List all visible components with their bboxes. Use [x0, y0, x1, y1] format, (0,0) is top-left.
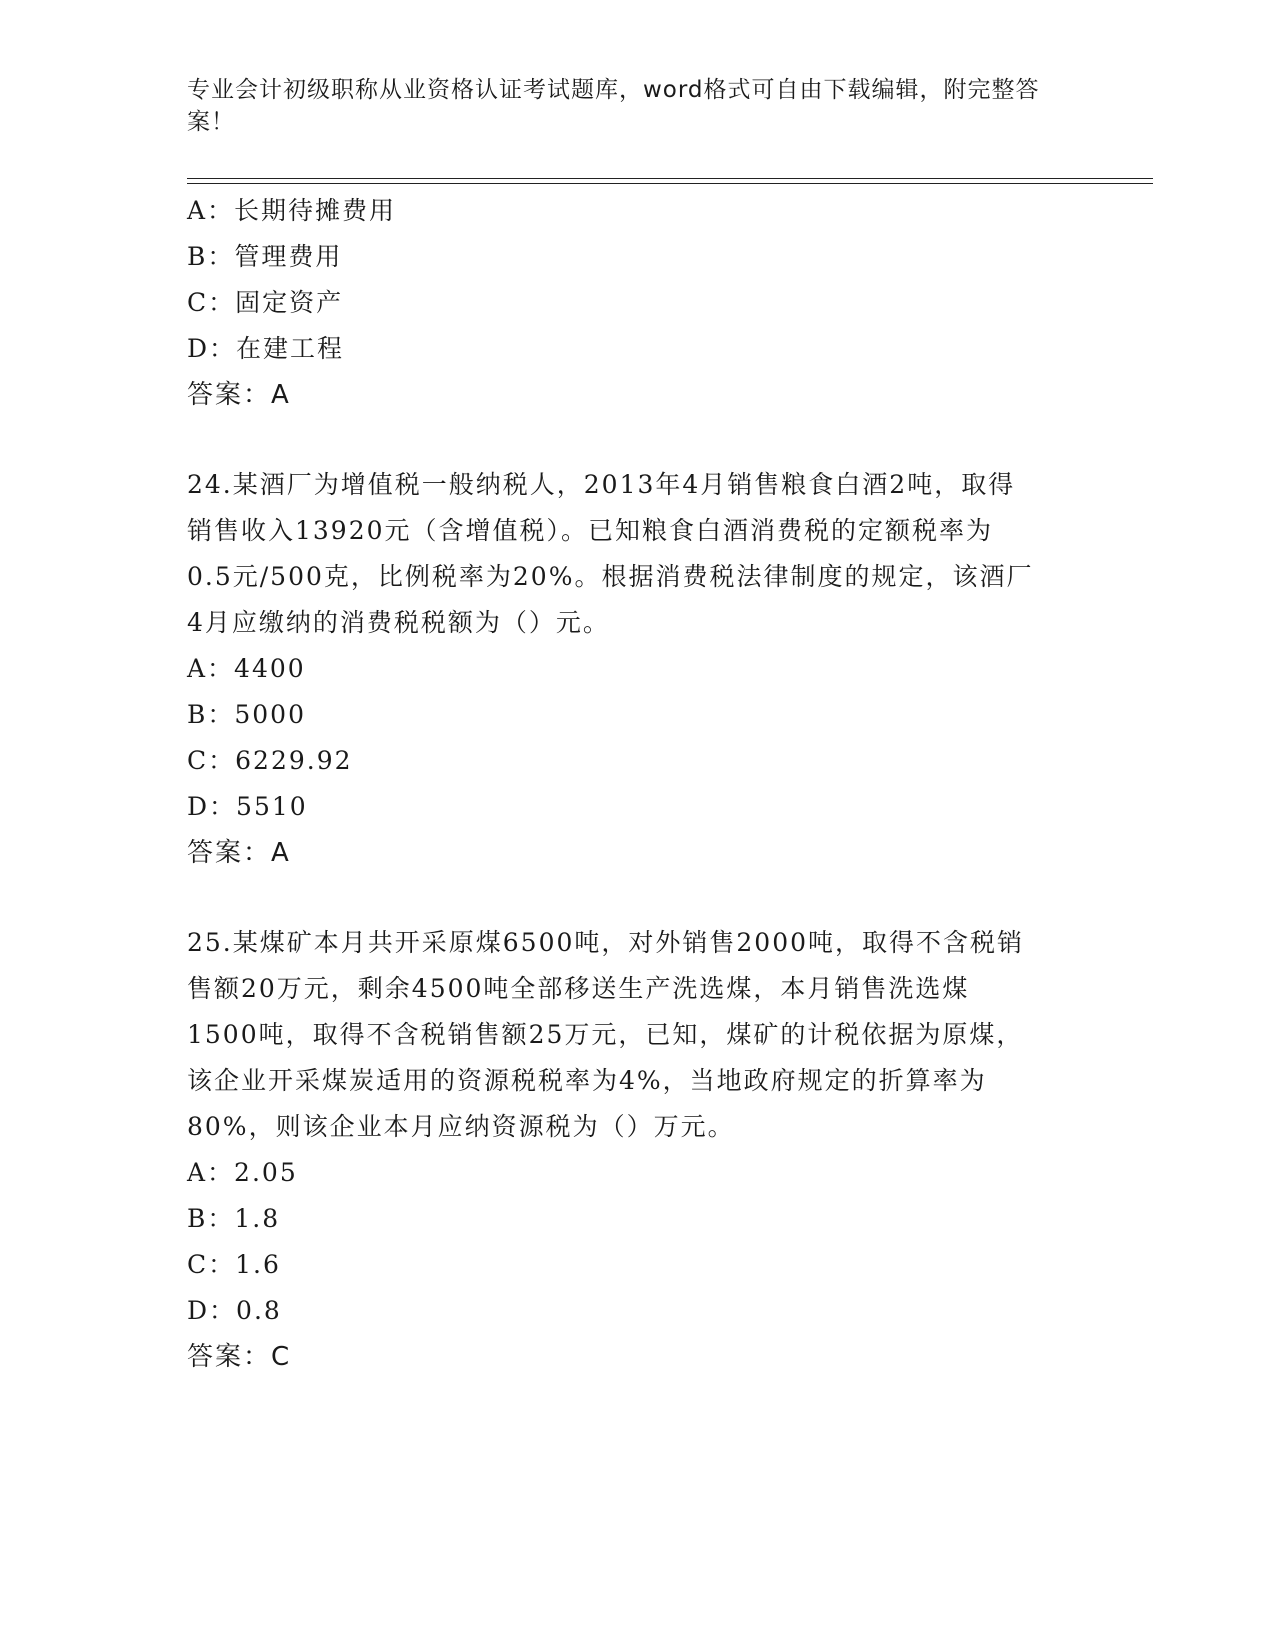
question-text-line: 80%，则该企业本月应纳资源税为（）万元。	[187, 1112, 735, 1141]
option-a: A：2.05	[187, 1158, 298, 1187]
option-d: D：在建工程	[187, 334, 345, 363]
question-24	[187, 462, 1087, 876]
option-c: C：1.6	[187, 1250, 281, 1279]
question-text-line: 25.某煤矿本月共开采原煤6500吨，对外销售2000吨，取得不含税销	[187, 928, 1025, 957]
option-c: C：6229.92	[187, 746, 353, 775]
option-d: D：0.8	[187, 1296, 282, 1325]
question-text-line: 售额20万元，剩余4500吨全部移送生产洗选煤，本月销售洗选煤	[187, 974, 970, 1003]
answer: 答案：A	[187, 380, 291, 410]
question-text-line: 24.某酒厂为增值税一般纳税人，2013年4月销售粮食白酒2吨，取得	[187, 470, 1016, 499]
option-a: A：长期待摊费用	[187, 196, 397, 225]
option-b: B：1.8	[187, 1204, 281, 1233]
question-text-line: 1500吨，取得不含税销售额25万元，已知，煤矿的计税依据为原煤，	[187, 1020, 1024, 1049]
option-b: B：管理费用	[187, 242, 343, 271]
option-c: C：固定资产	[187, 288, 344, 317]
option-d: D：5510	[187, 792, 308, 821]
option-b: B：5000	[187, 700, 306, 729]
question-25	[187, 920, 1087, 1380]
question-23	[187, 188, 1087, 418]
header-rule-top	[187, 178, 1153, 179]
document-header: 专业会计初级职称从业资格认证考试题库，word格式可自由下载编辑，附完整答案！	[187, 77, 1040, 135]
question-text-line: 4月应缴纳的消费税税额为（）元。	[187, 608, 610, 637]
question-text-line: 0.5元/500克，比例税率为20%。根据消费税法律制度的规定，该酒厂	[187, 562, 1034, 591]
answer: 答案：C	[187, 1342, 292, 1372]
question-text-line: 销售收入13920元（含增值税）。已知粮食白酒消费税的定额税率为	[187, 516, 994, 545]
option-a: A：4400	[187, 654, 306, 683]
answer: 答案：A	[187, 838, 291, 868]
question-text-line: 该企业开采煤炭适用的资源税税率为4%，当地政府规定的折算率为	[187, 1066, 987, 1095]
header-rule-bottom	[187, 183, 1153, 184]
question-content	[187, 188, 1087, 1380]
